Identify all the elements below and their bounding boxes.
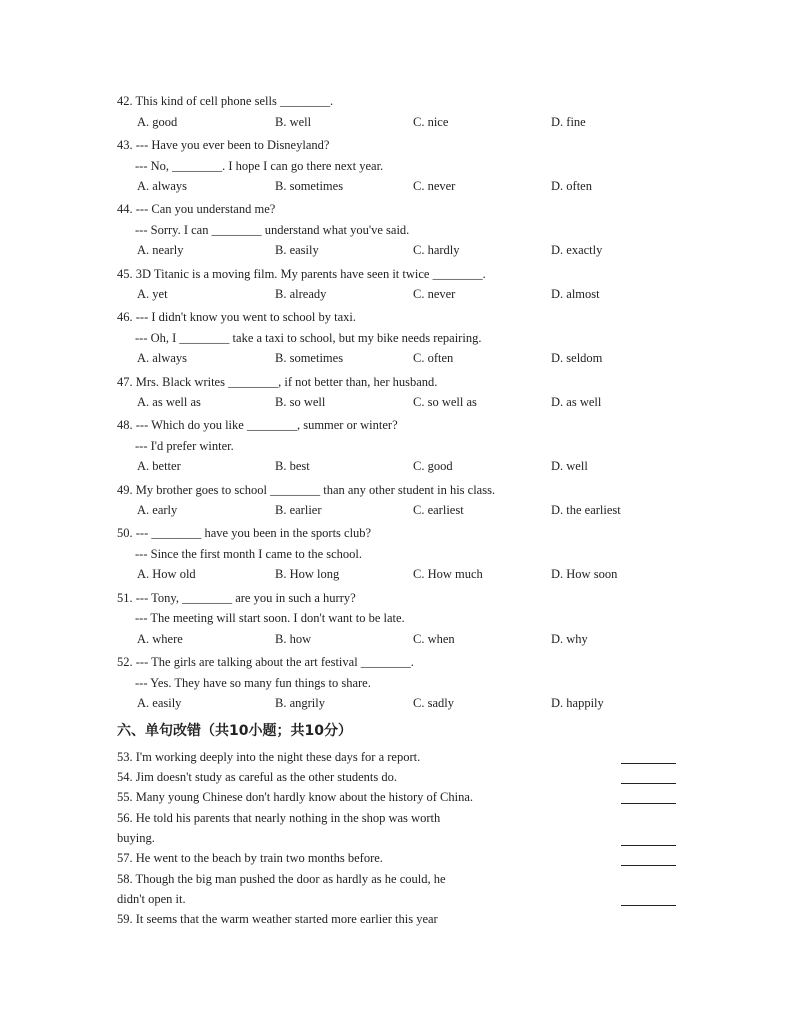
options-48 [137, 459, 697, 475]
question-45: 45. 3D Titanic is a moving film. My parents have seen it twice ________. [117, 267, 486, 281]
answer-blank-54[interactable] [621, 783, 676, 784]
question-48-reply: --- I'd prefer winter. [135, 439, 234, 453]
option-d: D. almost [551, 287, 600, 301]
answer-blank-55[interactable] [621, 803, 676, 804]
question-44-reply: --- Sorry. I can ________ understand what you've said. [135, 223, 410, 237]
option-a: A. always [137, 179, 187, 193]
correction-58: 58. Though the big man pushed the door as hardly as he could, he [117, 872, 446, 886]
option-b: B. already [275, 287, 327, 301]
correction-58-cont: didn't open it. [117, 892, 186, 906]
question-46: 46. --- I didn't know you went to school by taxi. [117, 310, 357, 324]
answer-blank-57[interactable] [621, 865, 676, 866]
question-51-reply: --- The meeting will start soon. I don't want to be late. [135, 611, 405, 625]
option-c: C. nice [413, 115, 449, 129]
option-a: A. good [137, 115, 178, 129]
option-b: B. How long [275, 567, 340, 581]
option-c: C. never [413, 287, 456, 301]
question-43: 43. --- Have you ever been to Disneyland? [117, 138, 330, 152]
question-48: 48. --- Which do you like ________, summer or winter? [117, 418, 398, 432]
option-b: B. best [275, 459, 310, 473]
option-c: C. earliest [413, 503, 464, 517]
option-c: C. so well as [413, 395, 477, 409]
question-49: 49. My brother goes to school ________ than any other student in his class. [117, 483, 496, 497]
options-44 [137, 243, 697, 259]
question-50: 50. --- ________ have you been in the sports club? [117, 526, 372, 540]
option-a: A. yet [137, 287, 168, 301]
option-d: D. well [551, 459, 588, 473]
option-d: D. as well [551, 395, 602, 409]
question-52-reply: --- Yes. They have so many fun things to share. [135, 676, 371, 690]
option-d: D. happily [551, 696, 604, 710]
option-c: C. often [413, 351, 454, 365]
correction-57: 57. He went to the beach by train two months before. [117, 851, 383, 865]
options-42 [137, 115, 697, 131]
correction-54: 54. Jim doesn't study as careful as the other students do. [117, 770, 397, 784]
question-44: 44. --- Can you understand me? [117, 202, 276, 216]
question-51: 51. --- Tony, ________ are you in such a hurry? [117, 591, 356, 605]
option-b: B. how [275, 632, 312, 646]
option-b: B. earlier [275, 503, 322, 517]
correction-56-cont: buying. [117, 831, 155, 845]
option-a: A. nearly [137, 243, 184, 257]
question-47: 47. Mrs. Black writes ________, if not better than, her husband. [117, 375, 438, 389]
option-a: A. as well as [137, 395, 201, 409]
question-46-reply: --- Oh, I ________ take a taxi to school, but my bike needs repairing. [135, 331, 482, 345]
option-c: C. never [413, 179, 456, 193]
option-a: A. better [137, 459, 181, 473]
correction-55: 55. Many young Chinese don't hardly know about the history of China. [117, 790, 474, 804]
options-52 [137, 696, 697, 712]
question-52: 52. --- The girls are talking about the art festival ________. [117, 655, 414, 669]
option-d: D. fine [551, 115, 586, 129]
options-43 [137, 179, 697, 195]
question-43-reply: --- No, ________. I hope I can go there next year. [135, 159, 384, 173]
option-b: B. sometimes [275, 351, 344, 365]
section-heading: 六、单句改错（共10小题；共10分） [117, 723, 352, 739]
option-d: D. often [551, 179, 592, 193]
question-50-reply: --- Since the first month I came to the school. [135, 547, 363, 561]
option-a: A. How old [137, 567, 196, 581]
options-47 [137, 395, 697, 411]
option-d: D. How soon [551, 567, 618, 581]
option-b: B. easily [275, 243, 319, 257]
option-d: D. why [551, 632, 588, 646]
correction-59: 59. It seems that the warm weather started more earlier this year [117, 912, 438, 926]
option-b: B. well [275, 115, 312, 129]
options-46 [137, 351, 697, 367]
answer-blank-53[interactable] [621, 763, 676, 764]
options-50 [137, 567, 697, 583]
option-b: B. so well [275, 395, 326, 409]
option-c: C. when [413, 632, 455, 646]
answer-blank-58[interactable] [621, 905, 676, 906]
correction-53: 53. I'm working deeply into the night these days for a report. [117, 750, 421, 764]
option-a: A. always [137, 351, 187, 365]
option-c: C. good [413, 459, 453, 473]
answer-blank-56[interactable] [621, 845, 676, 846]
option-b: B. sometimes [275, 179, 344, 193]
option-c: C. sadly [413, 696, 454, 710]
option-d: D. seldom [551, 351, 603, 365]
options-45 [137, 287, 697, 303]
option-d: D. the earliest [551, 503, 621, 517]
option-a: A. where [137, 632, 183, 646]
option-c: C. hardly [413, 243, 460, 257]
options-49 [137, 503, 697, 519]
option-c: C. How much [413, 567, 483, 581]
options-51 [137, 632, 697, 648]
question-42: 42. This kind of cell phone sells ________. [117, 94, 334, 108]
option-a: A. easily [137, 696, 182, 710]
option-b: B. angrily [275, 696, 325, 710]
option-a: A. early [137, 503, 178, 517]
option-d: D. exactly [551, 243, 603, 257]
correction-56: 56. He told his parents that nearly nothing in the shop was worth [117, 811, 441, 825]
